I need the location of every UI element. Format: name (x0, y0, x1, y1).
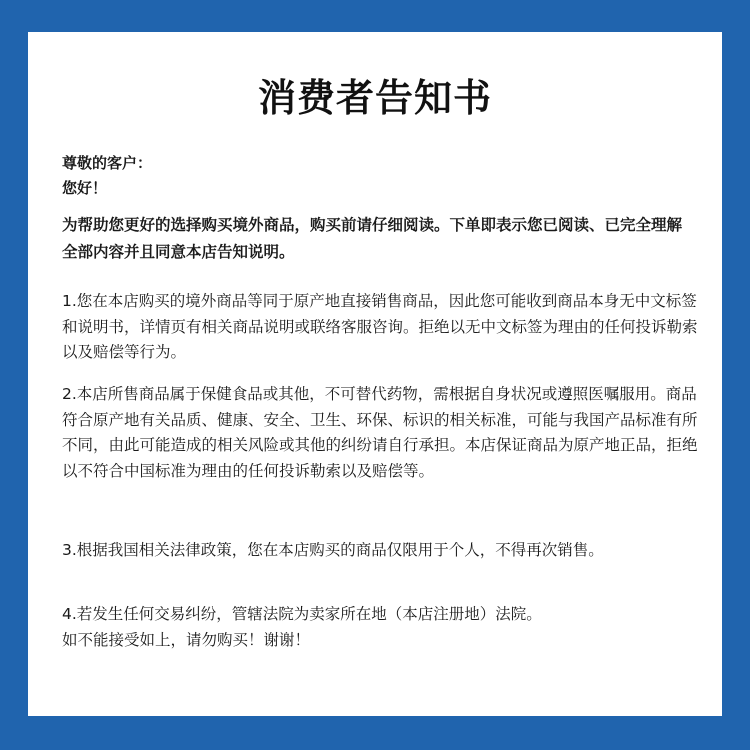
closing-line: 如不能接受如上，请勿购买！谢谢！ (62, 630, 311, 649)
clause-3: 3.根据我国相关法律政策，您在本店购买的商品仅限用于个人，不得再次销售。 (62, 541, 604, 559)
greeting: 您好！ (62, 179, 108, 197)
clause-1: 1.您在本店购买的境外商品等同于原产地直接销售商品，因此您可能收到商品本身无中文标签和说明书，详情页有相关商品说明或联络客服咨询。拒绝以无中文标签为理由的任何投诉勒索以及赔偿等行为。 (62, 292, 698, 361)
notice-card (28, 32, 722, 716)
intro-paragraph: 为帮助您更好的选择购买境外商品，购买前请仔细阅读。下单即表示您已阅读、已完全理解全部内容并且同意本店告知说明。 (62, 216, 683, 261)
clause-4: 4.若发生任何交易纠纷，管辖法院为卖家所在地（本店注册地）法院。 (62, 605, 542, 623)
notice-title: 消费者告知书 (257, 76, 492, 120)
salutation: 尊敬的客户： (62, 154, 153, 172)
clause-2: 2.本店所售商品属于保健食品或其他，不可替代药物，需根据自身状况或遵照医嘱服用。商品符合原产地有关品质、健康、安全、卫生、环保、标识的相关标准，可能与我国产品标准有所不同，由此可能造成的相关风险或其他的纠纷请自行承担。本店保证商品为原产地正品，拒绝以不符合中国标准为理由的任何投诉勒索以及赔偿等。 (62, 385, 698, 480)
clause-4-block (62, 602, 698, 653)
